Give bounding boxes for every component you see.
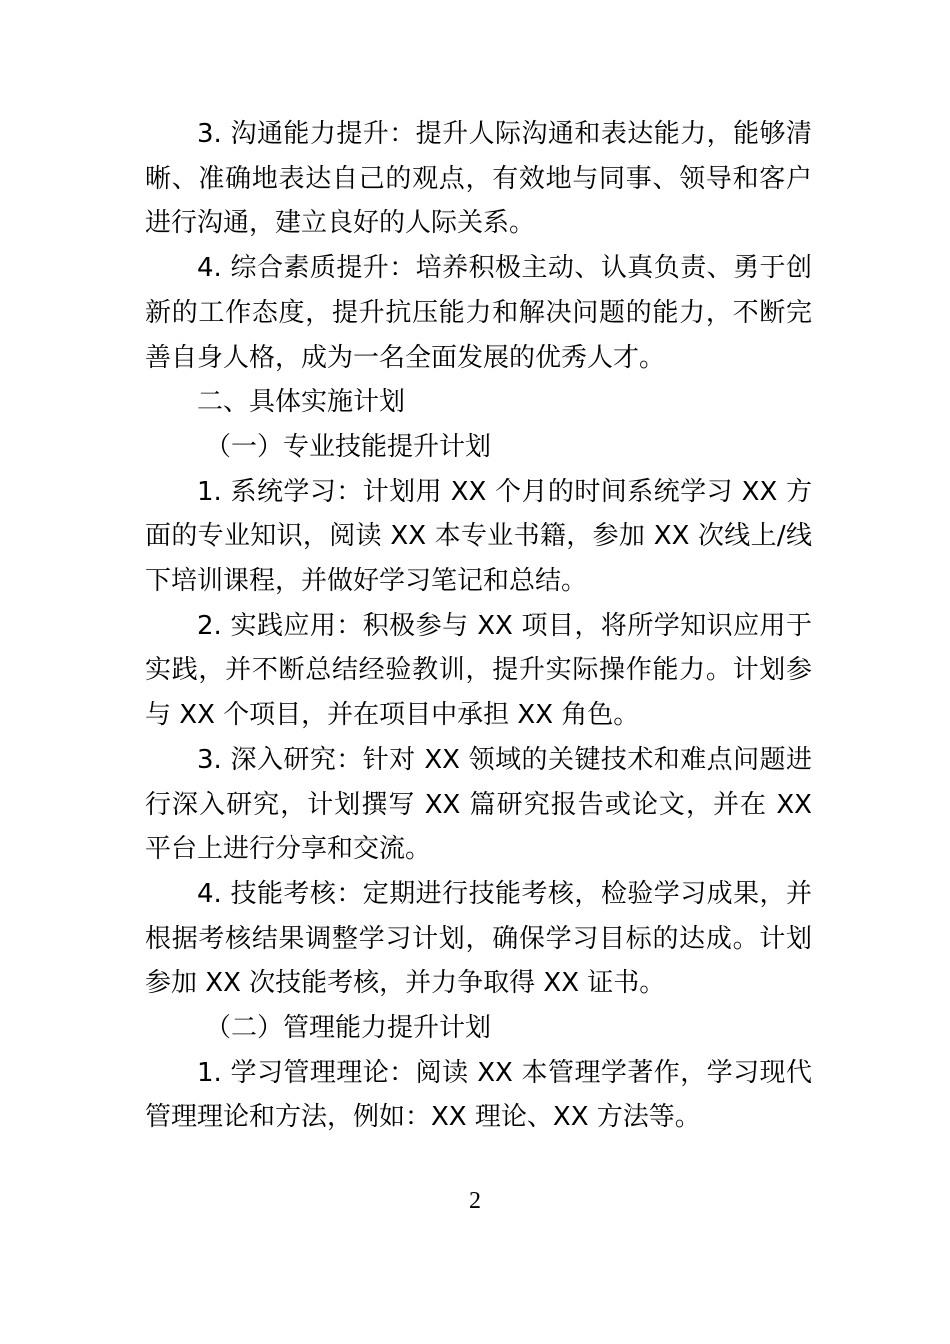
page-number: 2 [469, 1188, 481, 1214]
paragraph-systematic-learning: 1. 系统学习：计划用 XX 个月的时间系统学习 XX 方面的专业知识，阅读 XX 本专业书籍，参加 XX 次线上/线下培训课程，并做好学习笔记和总结。 [145, 476, 812, 597]
paragraph-management-theory: 1. 学习管理理论：阅读 XX 本管理学著作，学习现代管理理论和方法，例如：XX 理论、XX 方法等。 [145, 1057, 812, 1133]
paragraph-practical-application: 2. 实践应用：积极参与 XX 项目，将所学知识应用于实践，并不断总结经验教训，提升实际操作能力。计划参与 XX 个项目，并在项目中承担 XX 角色。 [145, 610, 812, 731]
document-body [145, 112, 812, 1140]
paragraph-overall-quality: 4. 综合素质提升：培养积极主动、认真负责、勇于创新的工作态度，提升抗压能力和解决问题的能力，不断完善自身人格，成为一名全面发展的优秀人才。 [145, 253, 812, 373]
section-heading-implementation-plan: 二、具体实施计划 [197, 387, 406, 418]
subsection-heading-management-skills: （二）管理能力提升计划 [205, 1013, 492, 1044]
paragraph-skill-assessment: 4. 技能考核：定期进行技能考核，检验学习成果，并根据考核结果调整学习计划，确保学习目标的达成。计划参加 XX 次技能考核，并力争取得 XX 证书。 [145, 878, 812, 999]
subsection-heading-professional-skills: （一）专业技能提升计划 [205, 431, 492, 462]
paragraph-communication-skills: 3. 沟通能力提升：提升人际沟通和表达能力，能够清晰、准确地表达自己的观点，有效地与同事、领导和客户进行沟通，建立良好的人际关系。 [145, 119, 812, 239]
paragraph-in-depth-research: 3. 深入研究：针对 XX 领域的关键技术和难点问题进行深入研究，计划撰写 XX 篇研究报告或论文，并在 XX 平台上进行分享和交流。 [145, 744, 812, 865]
